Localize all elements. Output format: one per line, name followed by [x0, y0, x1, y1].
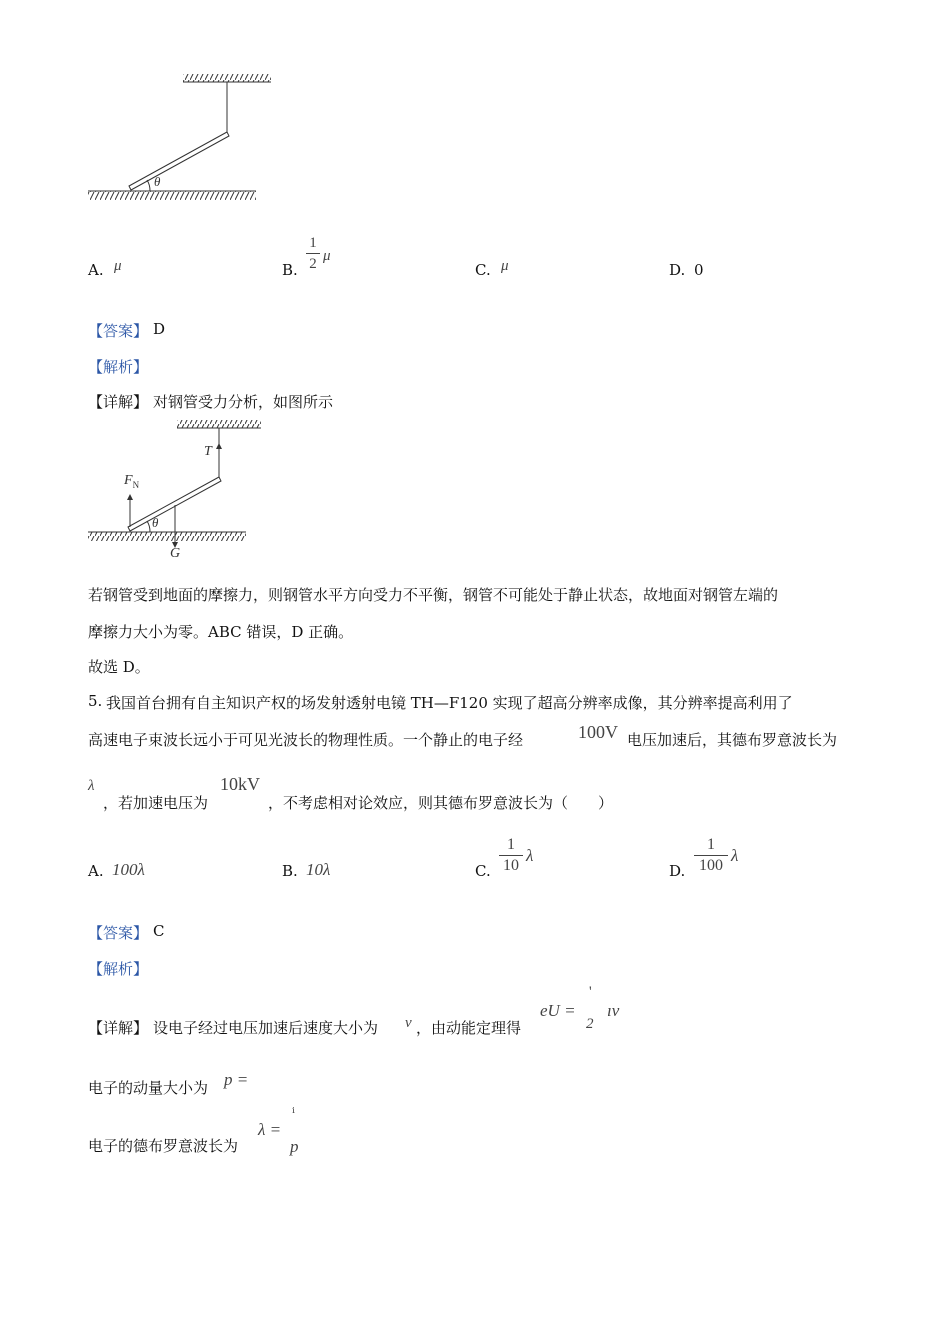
- q4-detail-text: 对钢管受力分析，如图所示: [153, 393, 334, 411]
- q5-number: 5.: [88, 692, 103, 710]
- q5-detail-tag: 【详解】: [88, 1019, 149, 1037]
- q5-detail-a: 设电子经过电压加速后速度大小为: [153, 1019, 379, 1037]
- q5-option-d-label: D.: [669, 862, 686, 880]
- q4-analysis-tag: 【解析】: [88, 358, 149, 376]
- q5-v: v: [405, 1015, 412, 1031]
- gravity-label: G: [170, 546, 181, 561]
- q5-line3a: ，若加速电压为: [103, 794, 209, 812]
- q5-option-a-label: A.: [88, 862, 104, 880]
- q5-line1: 我国首台拥有自主知识产权的场发射透射电镜 TH—F120 实现了超高分辨率成像，其分辨率提高利用了: [106, 694, 793, 712]
- q5-option-b-label: B.: [282, 862, 298, 880]
- q5-eq3: λ =: [258, 1120, 282, 1139]
- q5-option-c-fraction: 1 10: [499, 836, 523, 875]
- q4-explain-line2: 摩擦力大小为零。ABC 错误，D 正确。: [88, 623, 354, 641]
- q5-lambda: λ: [88, 778, 95, 794]
- q5-line3b: ，不考虑相对论效应，则其德布罗意波长为（ ）: [268, 794, 614, 812]
- tension-label: T: [204, 444, 212, 459]
- q4-option-c-value: μ: [501, 258, 509, 274]
- q5-option-c-label: C.: [475, 862, 491, 880]
- q4-option-b-label: B.: [282, 261, 298, 279]
- q4-answer: D: [153, 320, 166, 338]
- q5-answer: C: [153, 922, 165, 940]
- q5-line2a: 高速电子束波长远小于可见光波长的物理性质。一个静止的电子经: [88, 731, 524, 749]
- q5-voltage2: 10kV: [220, 774, 260, 794]
- q5-voltage1: 100V: [578, 722, 618, 742]
- q5-eq1-num: ': [589, 984, 592, 1000]
- q5-eq1-tail: ıv: [607, 1001, 620, 1020]
- q4-option-b-value: μ: [323, 248, 331, 264]
- q4-explain-line1: 若钢管受到地面的摩擦力，则钢管水平方向受力不平衡，钢管不可能处于静止状态，故地面对钢管左端的: [88, 586, 779, 604]
- q4-detail-tag: 【详解】: [88, 393, 149, 411]
- q5-option-c-value: λ: [526, 846, 534, 865]
- q4-option-b-fraction: 1 2: [306, 234, 320, 273]
- q5-eq2: p =: [224, 1070, 249, 1089]
- theta-label-2: θ: [152, 515, 159, 530]
- theta-label-1: θ: [154, 174, 161, 189]
- q5-wavelength-text: 电子的德布罗意波长为: [88, 1137, 239, 1155]
- ceiling-hatch-2: [177, 420, 261, 428]
- q5-detail-b: ，由动能定理得: [416, 1019, 522, 1037]
- q5-eq3-num: ⁱ: [292, 1106, 296, 1122]
- q5-answer-tag: 【答案】: [88, 924, 149, 942]
- normal-force-label: $F_N$: [124, 473, 140, 490]
- angle-arc-2: [147, 521, 150, 532]
- q5-eq1: eU =: [540, 1001, 576, 1020]
- q5-option-b-value: 10λ: [306, 860, 331, 879]
- q5-option-d-fraction: 1 100: [694, 836, 728, 875]
- q4-answer-tag: 【答案】: [88, 322, 149, 340]
- q5-eq3-den: p: [290, 1137, 299, 1156]
- q5-option-a-value: 100λ: [112, 860, 145, 879]
- q5-option-d-value: λ: [731, 846, 739, 865]
- q5-line2b: 电压加速后，其德布罗意波长为: [627, 731, 838, 749]
- q5-momentum-text: 电子的动量大小为: [88, 1079, 209, 1097]
- q4-option-a-label: A.: [88, 261, 104, 279]
- q4-option-d-value: 0: [694, 261, 704, 279]
- q5-analysis-tag: 【解析】: [88, 960, 149, 978]
- q4-option-d-label: D.: [669, 261, 686, 279]
- ground-hatch-2: [88, 532, 246, 541]
- q4-option-c-label: C.: [475, 261, 491, 279]
- q4-option-a-value: μ: [114, 258, 122, 274]
- q4-conclusion: 故选 D。: [88, 658, 150, 676]
- q5-eq1-den: 2: [586, 1016, 594, 1032]
